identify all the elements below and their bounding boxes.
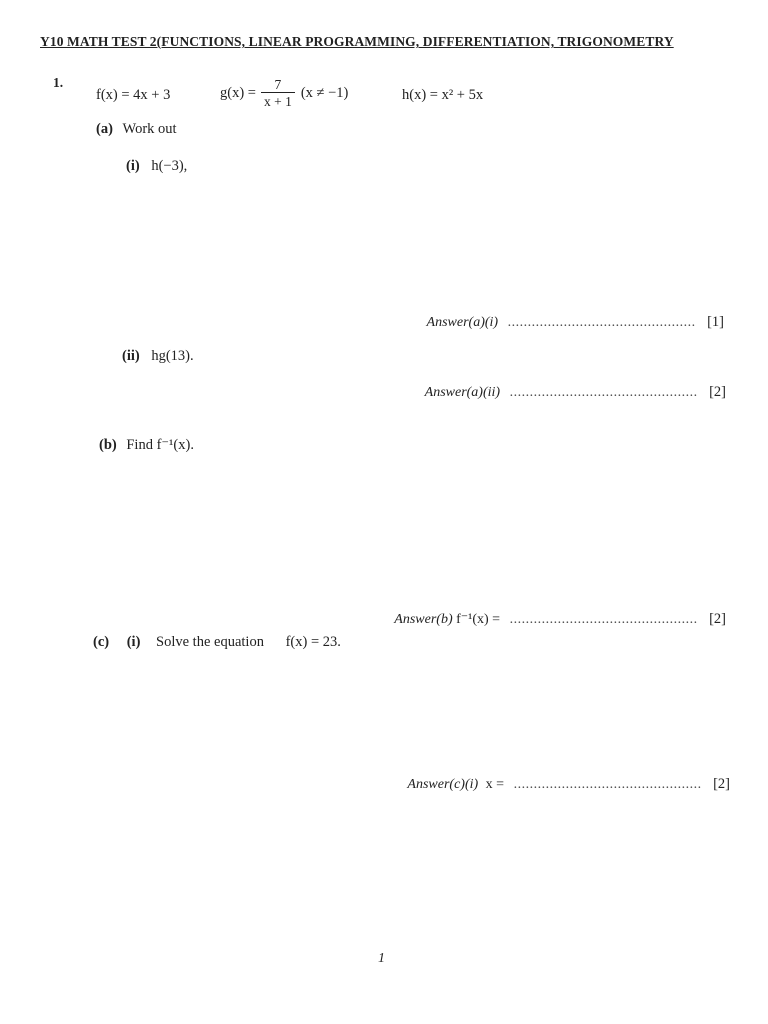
part-a-i [126,158,187,175]
answer-a-i-mark: [1] [707,314,724,330]
answer-b [394,611,726,628]
answer-a-ii-mark: [2] [709,384,726,400]
answer-c-i-mark: [2] [713,776,730,792]
part-a-label: (a) [96,121,113,137]
page-title: Y10 MATH TEST 2(FUNCTIONS, LINEAR PROGRAMMING, DIFFERENTIATION, TRIGONOMETRY [40,34,674,49]
part-a-ii [122,348,194,365]
answer-a-i [427,314,724,331]
answer-a-i-line[interactable]: ............................................... [507,315,696,330]
part-a-i-label: (i) [126,158,140,174]
function-h: h(x) = x² + 5x [402,87,484,103]
part-a-i-text: h(−3), [151,158,188,174]
question-number: 1. [53,75,64,90]
function-g-condition: (x ≠ −1) [300,84,349,101]
answer-b-line[interactable]: ............................................... [509,612,698,627]
function-g-fraction [261,77,295,109]
part-c-i-label: (i) [126,634,141,650]
part-b-text: Find f⁻¹(x). [126,437,194,453]
part-a-text: Work out [122,121,177,137]
part-a-ii-label: (ii) [122,348,140,364]
part-c-label: (c) [93,634,110,650]
fraction-numerator: 7 [274,77,282,92]
part-c-equation: f(x) = 23. [285,634,341,650]
part-c-text: Solve the equation [156,634,264,650]
fraction-denominator: x + 1 [261,92,295,109]
part-a-heading [96,121,177,138]
answer-a-ii-line[interactable]: ............................................... [509,385,698,400]
answer-a-ii [425,384,726,401]
part-b-heading [99,437,194,454]
answer-b-label: Answer(b) [394,612,453,627]
answer-a-ii-label: Answer(a)(ii) [424,385,501,400]
answer-c-i [407,776,730,793]
answer-a-i-label: Answer(a)(i) [426,315,499,330]
part-a-ii-text: hg(13). [151,348,194,364]
part-c-heading [93,634,341,651]
answer-c-i-line[interactable]: ............................................... [513,777,702,792]
function-g-lhs: g(x) = [220,84,256,101]
function-f: f(x) = 4x + 3 [96,87,171,103]
answer-b-mark: [2] [709,611,726,627]
answer-c-i-label: Answer(c)(i) [407,777,479,792]
answer-b-expr: f⁻¹(x) = [456,612,501,627]
answer-c-i-expr: x = [485,777,505,792]
function-g [220,77,348,109]
part-b-label: (b) [99,437,117,453]
page-number: 1 [378,951,385,966]
